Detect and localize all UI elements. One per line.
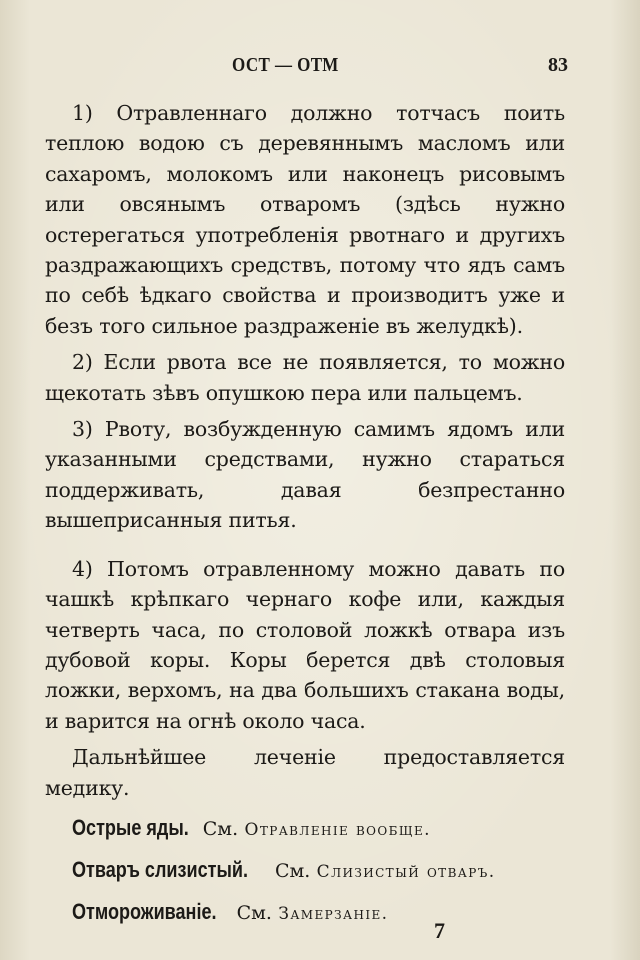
paragraph-2: 2) Если рвота все не появляется, то можно щекотать зѣвъ опушкою пера или пальцемъ. — [45, 350, 565, 405]
dictionary-entries — [72, 808, 572, 934]
entry-otvar-slizisty — [72, 850, 572, 892]
entry-otmorozhivanie — [72, 892, 572, 934]
entry-see: См. — [202, 818, 239, 840]
entry-term: Отваръ слизистый. — [72, 857, 248, 882]
running-head: ОСТ — ОТМ — [232, 54, 339, 76]
paragraph-5: Дальнѣйшее леченіе предоставляется медику. — [45, 745, 565, 800]
entry-reference: Замерзаніе. — [278, 904, 389, 924]
paragraph-4: 4) Потомъ отравленному можно давать по чашкѣ крѣпкаго чернаго кофе или, каждыя четверть часа, по столовой ложкѣ отвара изъ дубовой коры. Коры берется двѣ столовыя ложки, верхомъ, на два большихъ стакана воды, и варится на огнѣ около часа. — [45, 556, 565, 733]
entry-term: Острые яды. — [72, 815, 189, 840]
page-header — [0, 54, 640, 84]
entry-see: См. — [236, 902, 272, 924]
body-text — [45, 98, 565, 803]
entry-reference: Слизистый отваръ. — [316, 862, 496, 882]
paragraph-3: 3) Рвоту, возбужденную самимъ ядомъ или указанными средствами, нужно стараться поддерживать, давая безпрестанно вышеприсанныя питья. — [45, 417, 565, 533]
signature-mark: 7 — [434, 918, 445, 943]
entry-term: Отмороживаніе. — [72, 899, 217, 924]
paragraph-1: 1) Отравленнаго должно тотчасъ поить теплою водою съ деревяннымъ масломъ или сахаромъ, молокомъ или наконецъ рисовымъ или овсянымъ отваромъ (здѣсь нужно остерегаться употребленія рвотнаго и другихъ раздражающихъ средствъ, потому что ядъ самъ по себѣ ѣдкаго свойства и производитъ уже и безъ того сильное раздраженіе въ желудкѣ). — [45, 101, 565, 338]
page-number: 83 — [548, 54, 568, 76]
entry-see: См. — [274, 860, 311, 882]
entry-ostrye-yady — [72, 808, 572, 850]
entry-reference: Отравленіе вообще. — [244, 820, 431, 840]
